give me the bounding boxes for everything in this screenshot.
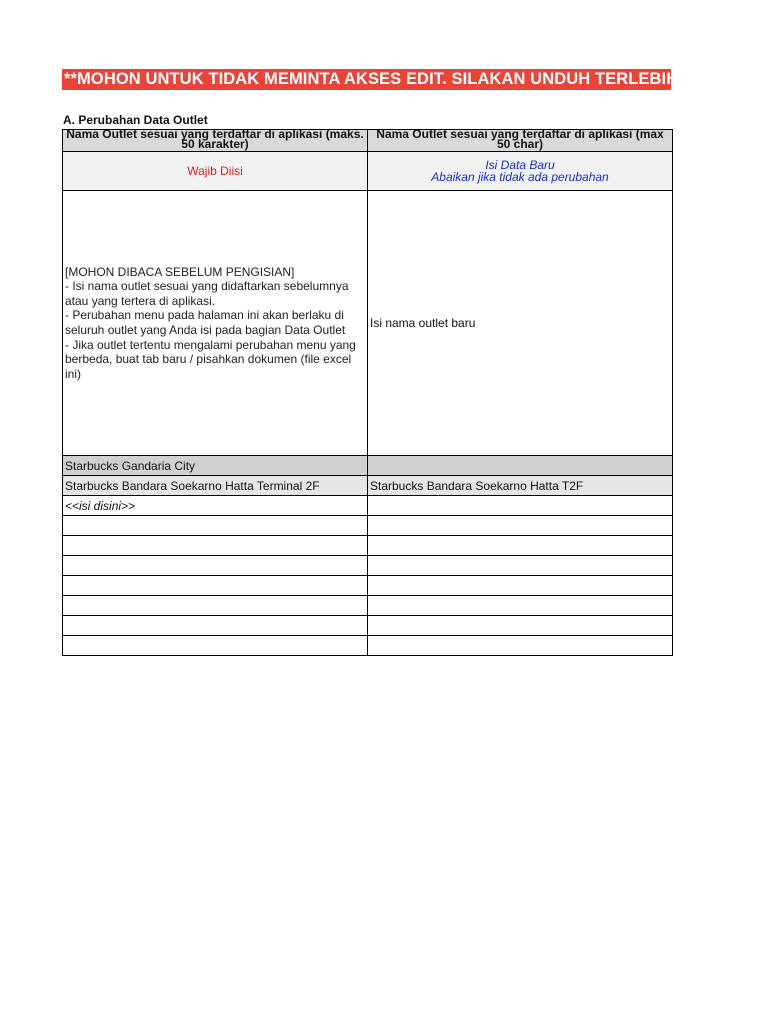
- outlet-data-table: [62, 129, 673, 656]
- table-row: [63, 516, 673, 536]
- new-name-cell[interactable]: Starbucks Bandara Soekarno Hatta T2F: [368, 476, 673, 496]
- header-cell-new-name: Nama Outlet sesuai yang terdaftar di aplikasi (max 50 char): [368, 130, 673, 152]
- section-title: A. Perubahan Data Outlet: [63, 113, 208, 127]
- table-row: [63, 496, 673, 516]
- subheader-cell-new-data: [368, 152, 673, 191]
- table-subheader-row: [63, 152, 673, 191]
- table-row: [63, 556, 673, 576]
- new-name-cell[interactable]: [368, 536, 673, 556]
- table-row: [63, 576, 673, 596]
- new-name-cell[interactable]: [368, 636, 673, 656]
- table-row: [63, 456, 673, 476]
- old-name-cell[interactable]: [63, 536, 368, 556]
- old-name-cell[interactable]: [63, 636, 368, 656]
- new-name-cell[interactable]: [368, 596, 673, 616]
- new-data-label: Isi Data Baru: [485, 158, 555, 172]
- new-name-hint-cell[interactable]: [368, 191, 673, 456]
- new-name-hint-text: Isi nama outlet baru: [370, 316, 476, 330]
- old-name-cell[interactable]: [63, 616, 368, 636]
- table-row: [63, 636, 673, 656]
- instruction-cell[interactable]: [63, 191, 368, 456]
- subheader-cell-required: [63, 152, 368, 191]
- table-row: [63, 596, 673, 616]
- instruction-line: - Perubahan menu pada halaman ini akan berlaku di seluruh outlet yang Anda isi pada bagian Data Outlet: [65, 308, 346, 337]
- instruction-row: [63, 191, 673, 456]
- old-name-cell[interactable]: [63, 556, 368, 576]
- old-name-cell[interactable]: [63, 576, 368, 596]
- table-row: [63, 536, 673, 556]
- old-name-cell[interactable]: Starbucks Bandara Soekarno Hatta Terminal 2F: [63, 476, 368, 496]
- old-name-cell[interactable]: [63, 596, 368, 616]
- warning-banner-text: **MOHON UNTUK TIDAK MEMINTA AKSES EDIT. SILAKAN UNDUH TERLEBIH DAHULU: [64, 70, 754, 88]
- table-row: [63, 616, 673, 636]
- new-name-cell[interactable]: [368, 576, 673, 596]
- instruction-line: - Isi nama outlet sesuai yang didaftarkan sebelumnya atau yang tertera di aplikasi.: [65, 279, 349, 308]
- required-label: Wajib Diisi: [187, 164, 243, 178]
- header-cell-old-name: Nama Outlet sesuai yang terdaftar di aplikasi (maks. 50 karakter): [63, 130, 368, 152]
- table-header-row: [63, 130, 673, 152]
- ignore-hint-label: Abaikan jika tidak ada perubahan: [431, 170, 609, 184]
- table-row: [63, 476, 673, 496]
- new-name-cell[interactable]: [368, 616, 673, 636]
- warning-banner: [62, 69, 754, 90]
- new-name-cell[interactable]: [368, 496, 673, 516]
- new-name-cell[interactable]: [368, 516, 673, 536]
- old-name-cell[interactable]: [63, 516, 368, 536]
- instruction-line: - Jika outlet tertentu mengalami perubahan menu yang berbeda, buat tab baru / pisahkan dokumen (file excel ini): [65, 337, 356, 381]
- old-name-cell[interactable]: Starbucks Gandaria City: [63, 456, 368, 476]
- new-name-cell[interactable]: [368, 556, 673, 576]
- instruction-line: [MOHON DIBACA SEBELUM PENGISIAN]: [65, 264, 295, 279]
- old-name-cell[interactable]: <<isi disini>>: [63, 496, 368, 516]
- new-name-cell[interactable]: [368, 456, 673, 476]
